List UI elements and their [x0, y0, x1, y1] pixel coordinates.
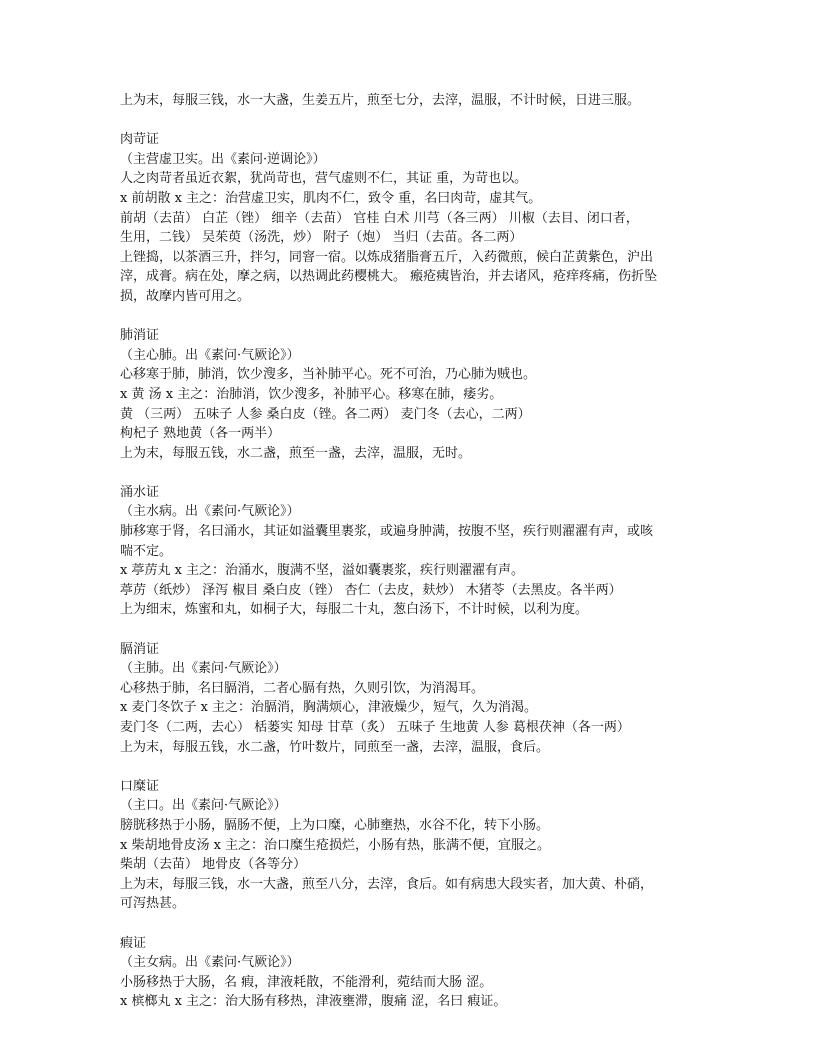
text-line: 上为细末，炼蜜和丸，如桐子大，每服二十丸，葱白汤下，不计时候，以利为度。	[120, 602, 589, 618]
text-line: （主心肺。出《素问·气厥论》）	[120, 347, 300, 363]
blank-line	[120, 307, 700, 327]
text-line: 上为末，每服三钱，水一大盏，生姜五片，煎至七分，去滓，温服，不计时候，日进三服。	[120, 93, 641, 108]
text-line: 小肠移热于大肠，名 瘕，津液耗散，不能滑利，菀结而大肠 涩。	[120, 974, 493, 990]
text-line: x 葶苈丸 x 主之：治涌水，腹满不坚，溢如囊裹浆，疾行则濯濯有声。	[120, 563, 525, 579]
text-line: （主营虚卫实。出《素问·逆调论》）	[120, 151, 326, 167]
text-line: 前胡（去苗） 白芷（锉） 细辛（去苗） 官桂 白术 川芎（各三两） 川椒（去目、闭口者，	[120, 210, 639, 226]
blank-line	[120, 463, 700, 483]
text-line: 口糜证	[120, 778, 160, 794]
text-line: （主女病。出《素问·气厥论》）	[120, 955, 300, 971]
text-line: （主肺。出《素问·气厥论》）	[120, 661, 287, 677]
text-line: x 黄 汤 x 主之：治肺消，饮少溲多，补肺平心。移寒在肺，痿劣。	[120, 386, 503, 402]
text-line: 葶苈（纸炒） 泽泻 椒目 桑白皮（锉） 杏仁（去皮，麸炒） 木猪苓（去黑皮。各半两）	[120, 582, 622, 598]
text-line: 生用，二钱） 吴茱萸（汤洗，炒） 附子（炮） 当归（去苗。各二两）	[120, 230, 523, 246]
text-line: 上为末，每服五钱，水二盏，煎至一盏，去滓，温服，无时。	[120, 445, 472, 461]
text-line: 涌水证	[120, 484, 160, 500]
text-line: 喘不定。	[120, 543, 173, 559]
text-line: （主水病。出《素问·气厥论》）	[120, 504, 300, 520]
blank-line	[120, 620, 700, 640]
text-line: 膀胱移热于小肠，膈肠不便，上为口糜，心肺壅热，水谷不化，转下小肠。	[120, 817, 550, 833]
text-line: 麦门冬（二两，去心） 栝蒌实 知母 甘草（炙） 五味子 生地黄 人参 葛根茯神（各一两）	[120, 720, 630, 735]
text-line: 肺移寒于肾，名曰涌水，其证如溢囊里裹浆，或遍身肿满，按腹不坚，疾行则濯濯有声，或咳	[120, 524, 654, 540]
text-line: 滓，成膏。病在处，摩之病，以热调此药樱桃大。 瘢疮痍皆治，并去诸风，疮痒疼痛，伤折坠	[120, 269, 658, 285]
text-line: 上为末，每服三钱，水一大盏，煎至八分，去滓，食后。如有病患大段实者，加大黄、朴硝，	[120, 876, 654, 892]
document-page	[120, 91, 700, 1012]
text-line: 损，故摩内皆可用之。	[120, 288, 251, 304]
text-line: 心移热于肺，名曰膈消，二者心膈有热，久则引饮，为消渴耳。	[120, 680, 485, 696]
text-line: 肉苛证	[120, 132, 160, 148]
text-line: 瘕证	[120, 935, 147, 951]
text-line: 上为末，每服五钱，水二盏，竹叶数片，同煎至一盏，去滓，温服，食后。	[120, 739, 550, 755]
text-line: x 前胡散 x 主之：治营虚卫实，肌肉不仁，致令 重，名曰肉苛，虚其气。	[120, 190, 542, 206]
text-line: 膈消证	[120, 641, 160, 657]
text-line: 柴胡（去苗） 地骨皮（各等分）	[120, 857, 307, 873]
blank-line	[120, 757, 700, 777]
text-line: （主口。出《素问·气厥论》）	[120, 798, 287, 814]
text-line: x 槟榔丸 x 主之：治大肠有移热，津液壅滞，腹痛 涩，名曰 瘕证。	[120, 994, 507, 1010]
text-line: 人之肉苛者虽近衣絮，犹尚苛也，营气虚则不仁，其证 重，为苛也以。	[120, 171, 528, 187]
text-line: 上锉捣，以茶酒三升，拌匀，同窨一宿。以炼成猪脂膏五斤，入药微煎，候白芷黄紫色，沪出	[120, 249, 654, 265]
blank-line	[120, 111, 700, 131]
text-line: 心移寒于肺，肺消，饮少溲多，当补肺平心。死不可治，乃心肺为贼也。	[120, 367, 537, 383]
text-line: 可泻热甚。	[120, 896, 186, 912]
text-line: 枸杞子 熟地黄（各一两半）	[120, 426, 281, 442]
text-line: x 柴胡地骨皮汤 x 主之：治口糜生疮损烂，小肠有热，胀满不便，宜服之。	[120, 837, 551, 853]
text-line: x 麦门冬饮子 x 主之：治膈消，胸满烦心，津液燥少，短气，久为消渴。	[120, 700, 538, 716]
blank-line	[120, 914, 700, 934]
text-line: 肺消证	[120, 328, 160, 344]
text-line: 黄 （三两） 五味子 人参 桑白皮（锉。各二两） 麦门冬（去心，二两）	[120, 406, 531, 422]
